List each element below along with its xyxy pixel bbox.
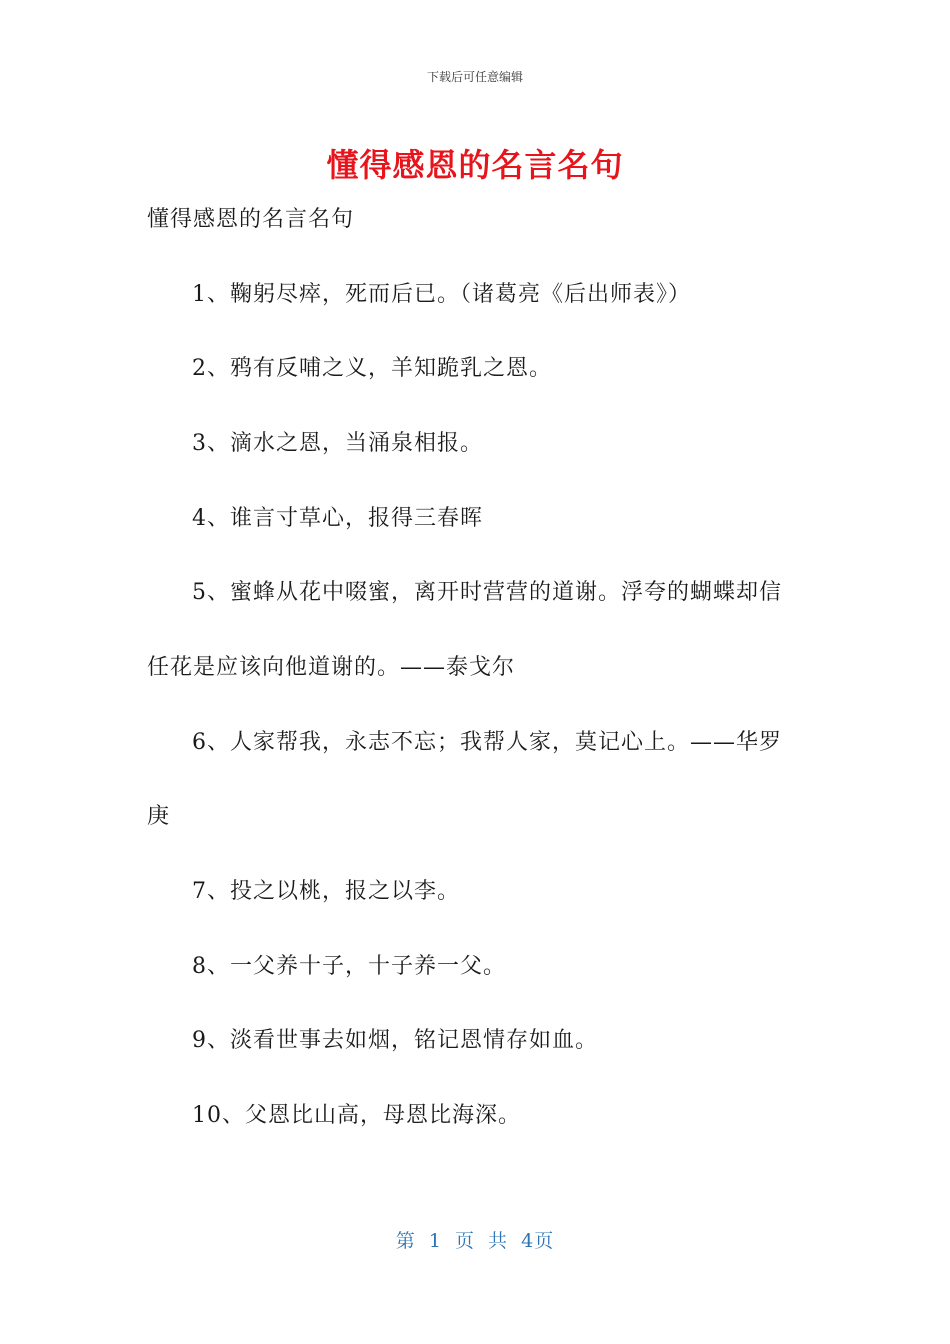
page-footer xyxy=(0,1226,950,1253)
footer-page-mid: 页 xyxy=(454,1230,475,1252)
footer-total-pages: 4页 xyxy=(521,1230,555,1252)
footer-total-prefix: 共 xyxy=(488,1230,509,1252)
quote-item: 8、一父养十子，十子养一父。 xyxy=(192,954,506,979)
footer-page-prefix: 第 xyxy=(395,1230,416,1252)
quote-item: 2、鸦有反哺之义，羊知跪乳之恩。 xyxy=(192,356,552,381)
quote-item: 7、投之以桃，报之以李。 xyxy=(192,879,460,904)
quote-item: 5、蜜蜂从花中啜蜜，离开时营营的道谢。浮夸的蝴蝶却信 xyxy=(192,580,782,605)
quote-item-continuation: 庚 xyxy=(147,804,171,829)
quote-item-continuation: 任花是应该向他道谢的。——泰戈尔 xyxy=(147,655,516,680)
document-subtitle: 懂得感恩的名言名句 xyxy=(147,207,355,232)
footer-page-number: 1 xyxy=(428,1230,442,1252)
quote-item: 6、人家帮我，永志不忘；我帮人家，莫记心上。——华罗 xyxy=(192,730,782,755)
quote-item: 10、父恩比山高，母恩比海深。 xyxy=(192,1103,521,1128)
quote-item: 9、淡看世事去如烟，铭记恩情存如血。 xyxy=(192,1028,598,1053)
quote-item: 1、鞠躬尽瘁，死而后已。（诸葛亮《后出师表》） xyxy=(192,282,691,307)
header-note: 下载后可任意编辑 xyxy=(426,70,523,84)
quote-item: 4、谁言寸草心，报得三春晖 xyxy=(192,506,483,531)
quote-item: 3、滴水之恩，当涌泉相报。 xyxy=(192,431,483,456)
document-title: 懂得感恩的名言名句 xyxy=(326,146,624,184)
